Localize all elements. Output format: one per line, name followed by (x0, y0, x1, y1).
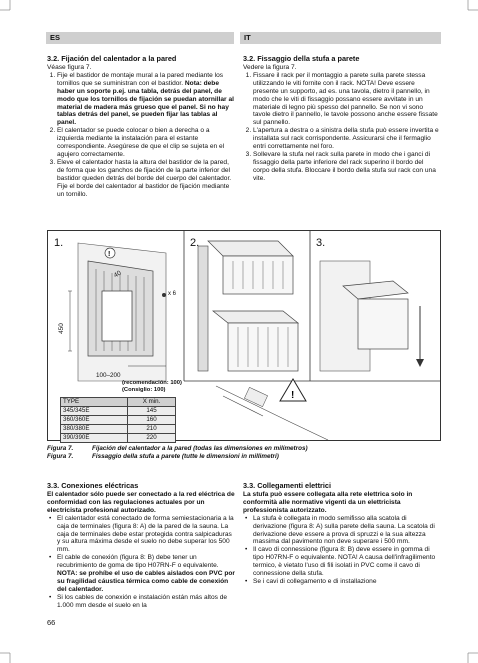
it-section-3-3 (243, 481, 439, 586)
screws-count: x 6 (168, 291, 177, 297)
it-bullet: • Il cavo di connessione (figura 8: B) deve essere in gomma di tipo H07RN-F o equivalente. NOTA! A causa dell'infragilimento termico, è vietato l'uso di fili isolati in PVC come il cavo di connessione della stufa. (253, 546, 439, 578)
recommendation-es: (recomendación: 100) (122, 380, 182, 386)
es-step: 3. Eleve el calentador hasta la altura del bastidor de la pared, de forma que los ganchos de fijación de la parte inferior del bastidor queden detrás del borde del cuerpo del calentador. Fije el borde del calentador al bastidor de fijación mediante un tornillo. (57, 159, 235, 199)
table-cell-type: 390/390E (61, 434, 128, 443)
table-cell-xmin: 145 (128, 407, 176, 416)
it-step: 3. Sollevare la stufa nel rack sulla parete in modo che i ganci di fissaggio della parte inferiore del rack superino il bordo del corpo della stufa. Bloccare il bordo della stufa sul rack con una vite. (253, 151, 439, 183)
caption-text-es: Fijación del calentador a la pared (todas las dimensiones en milímetros) (92, 445, 308, 452)
it-step: 1. Fissare il rack per il montaggio a parete sulla parete stessa utilizzando le viti fornite con il rack. NOTA! Deve essere presente un supporto, ad es. una tavola, dietro il pannello, in modo che le viti di fissaggio possano essere avvitate in un materiale di legno più spesso del pannello. Se non vi sono tavole dietro il pannello, le tavole possono anche essere fissate sul pannello. (253, 72, 439, 127)
it-title-3-3: 3.3. Collegamenti elettrici (243, 481, 331, 490)
table-header-type: TYPE (61, 398, 128, 407)
distance-range: 100–200 (96, 372, 121, 379)
heater-type-table (60, 397, 176, 443)
page-number: 66 (47, 618, 56, 627)
panel-number-2: 2. (190, 237, 200, 249)
dimension-450: 450 (57, 323, 65, 334)
it-step: 2. L'apertura a destra o a sinistra della stufa può essere invertita e installata sul rack corrispondente. Assicurarsi che il fermaglio entri correttamente nel foro. (253, 127, 439, 151)
es-step: 1. Fije el bastidor de montaje mural a la pared mediante los tornillos que se suministran con el bastidor. Nota: debe haber un soporte p.ej. una tabla, detrás del panel, de modo que los tornillos de fijación se puedan atornillar al material de madera más grueso que el panel. Si no hay tablas detrás del panel, se pueden fijar las tablas al panel. (57, 72, 235, 127)
es-bullet: • El calentador está conectado de forma semiestacionaria a la caja de terminales (figura 8: A) de la pared de la sauna. La caja de terminales debe estar protegida contra salpicaduras y su altura máxima desde el suelo no debe superar los 500 mm. (57, 515, 235, 555)
table-row (61, 434, 176, 443)
warning-triangle-glyph: ! (291, 390, 295, 401)
table-cell-xmin: 160 (128, 416, 176, 425)
it-bullet: • Se i cavi di collegamento e di installazione (253, 578, 439, 586)
it-title-3-2: 3.2. Fissaggio della stufa a parete (243, 54, 360, 63)
es-title-3-3: 3.3. Conexiones eléctricas (47, 481, 139, 490)
panel-1-warning-glyph: ! (108, 251, 111, 258)
dimension-40: 40 (112, 269, 123, 280)
lang-label-es: ES (50, 33, 61, 42)
es-bullet: • Si los cables de conexión e instalación están más altos de 1.000 mm desde el suelo en la (57, 594, 235, 610)
it-section-3-2 (243, 54, 439, 183)
table-row (61, 416, 176, 425)
es-section-3-3 (47, 481, 235, 610)
panel-3-drawing (320, 261, 424, 371)
figure-7 (47, 230, 441, 441)
table-cell-xmin: 210 (128, 425, 176, 434)
caption-text-it: Fissaggio della stufa a parete (tutte le dimensioni in millimetri) (92, 453, 279, 460)
es-bullet: • El cable de conexión (figura 8: B) debe tener un recubrimiento de goma de tipo H07RN-F o equivalente. NOTA: se prohíbe el uso de cables aislados con PVC por su fragilidad cáustica térmica como cable de conexión del calentador. (57, 554, 235, 594)
table-cell-type: 345/345E (61, 407, 128, 416)
caption-it (47, 453, 447, 461)
table-cell-type: 360/360E (61, 416, 128, 425)
recommendation-it: (Consiglio: 100) (122, 387, 166, 393)
it-see-figure: Vedere la figura 7. (243, 64, 297, 71)
table-row (61, 407, 176, 416)
it-bullet: • La stufa è collegata in modo semifisso alla scatola di derivazione (figura 8: A) sulla parete della sauna. La scatola di derivazione deve essere a prova di spruzzi e la sua altezza massima dal pavimento non deve superare i 500 mm. (253, 515, 439, 547)
es-see-figure: Véase figura 7. (47, 64, 92, 71)
panel-2-drawing (198, 241, 298, 371)
table-header-row (61, 398, 176, 407)
lang-header-it (240, 32, 441, 44)
es-bullets (47, 515, 235, 610)
lang-label-it: IT (244, 33, 251, 42)
caption-es (47, 445, 447, 453)
es-title-3-2: 3.2. Fijación del calentador a la pared (47, 54, 177, 63)
it-steps (243, 72, 439, 183)
lang-header-es (46, 32, 234, 44)
it-bullets (243, 515, 439, 586)
caption-label-es: Figura 7. (47, 445, 74, 452)
panel-number-3: 3. (316, 237, 326, 249)
it-intro-3-3: La stufa può essere collegata alla rete elettrica solo in conformità alle normative vigenti da un elettricista professionista autorizzato. (243, 491, 413, 514)
corner-detail-drawing (216, 386, 328, 440)
es-intro-3-3: El calentador sólo puede ser conectado a la red eléctrica de conformidad con las regulaciones actuales por un electricista profesional autorizado. (47, 491, 235, 514)
table-cell-type: 380/380E (61, 425, 128, 434)
es-step: 2. El calentador se puede colocar o bien a derecha o a izquierda mediante la instalación para el estante correspondiente. Asegúrese de que el clip se sujeta en el agujero correctamente. (57, 127, 235, 159)
table-cell-xmin: 220 (128, 434, 176, 443)
caption-label-it: Figura 7. (47, 453, 74, 460)
es-steps (47, 72, 235, 199)
table-row (61, 425, 176, 434)
panel-number-1: 1. (54, 237, 64, 249)
es-section-3-2 (47, 54, 235, 198)
table-header-xmin: X min. (128, 398, 176, 407)
panel-1-drawing (68, 243, 166, 381)
